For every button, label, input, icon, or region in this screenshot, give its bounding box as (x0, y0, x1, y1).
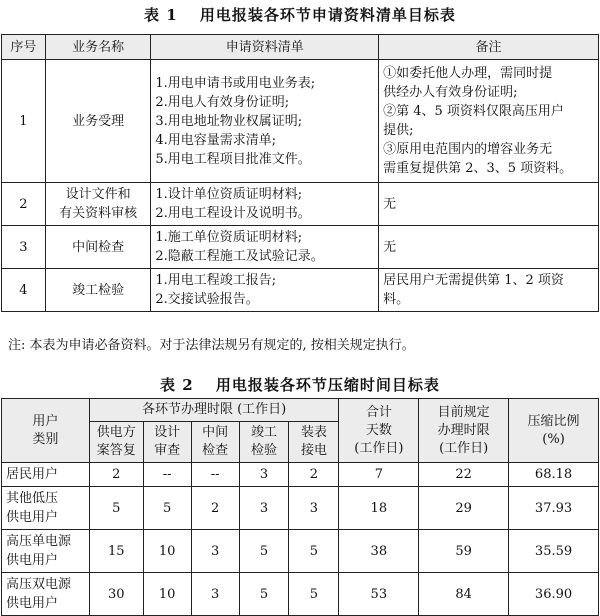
row-user-type: 高压双电源 供电用户 (2, 573, 90, 616)
table-row (2, 269, 599, 312)
cell-ratio: 37.93 (509, 487, 599, 530)
cell-value: 15 (89, 530, 143, 573)
row-documents: 1.用电工程竣工报告; 2.交接试验报告。 (151, 269, 379, 312)
cell-value: 3 (191, 530, 239, 573)
header-meter-connection: 装表 接电 (289, 422, 339, 463)
table-row (2, 226, 599, 269)
cell-total: 38 (339, 530, 419, 573)
cell-value: 10 (143, 573, 191, 616)
header-mid-inspection: 中间 检查 (191, 422, 239, 463)
table-row (2, 530, 599, 573)
cell-value: 2 (191, 487, 239, 530)
cell-ratio: 35.59 (509, 530, 599, 573)
cell-ratio: 36.90 (509, 573, 599, 616)
row-business-name: 竣工检验 (45, 269, 151, 312)
cell-total: 53 (339, 573, 419, 616)
table2 (1, 398, 599, 616)
table1 (1, 34, 599, 312)
row-documents: 1.用电申请书或用电业务表; 2.用电人有效身份证明; 3.用电地址物业权属证明; 4.用电容量需求清单; 5.用电工程项目批准文件。 (151, 60, 379, 183)
header-compression-ratio: 压缩比例 (%) (509, 399, 599, 463)
table-row (2, 60, 599, 183)
header-total-days: 合计 天数 (工作日) (339, 399, 419, 463)
table2-header-row (2, 399, 599, 422)
cell-current: 29 (419, 487, 509, 530)
row-business-name: 设计文件和 有关资料审核 (45, 183, 151, 226)
table-row (2, 463, 599, 487)
cell-value: -- (191, 463, 239, 487)
header-design-review: 设计 审查 (143, 422, 191, 463)
cell-value: 30 (89, 573, 143, 616)
header-supply-plan: 供电方 案答复 (89, 422, 143, 463)
cell-value: 5 (289, 530, 339, 573)
table-row (2, 573, 599, 616)
row-user-type: 其他低压 供电用户 (2, 487, 90, 530)
cell-value: 5 (289, 573, 339, 616)
row-no: 1 (2, 60, 46, 183)
table1-note: 注: 本表为申请必备资料。对于法律法规另有规定的, 按相关规定执行。 (8, 338, 415, 353)
row-user-type: 居民用户 (2, 463, 90, 487)
row-remark: 居民用户无需提供第 1、2 项资 料。 (379, 269, 599, 312)
table-row (2, 183, 599, 226)
cell-value: 2 (289, 463, 339, 487)
cell-value: -- (143, 463, 191, 487)
cell-current: 84 (419, 573, 509, 616)
row-remark: 无 (379, 226, 599, 269)
row-remark: 无 (379, 183, 599, 226)
header-business-name: 业务名称 (45, 35, 151, 60)
cell-ratio: 68.18 (509, 463, 599, 487)
row-user-type: 高压单电源 供电用户 (2, 530, 90, 573)
cell-value: 2 (89, 463, 143, 487)
cell-value: 3 (289, 487, 339, 530)
header-current-limit: 目前规定 办理时限 (工作日) (419, 399, 509, 463)
cell-current: 22 (419, 463, 509, 487)
cell-value: 3 (239, 487, 289, 530)
row-remark: ①如委托他人办理，需同时提 供经办人有效身份证明; ②第 4、5 项资料仅限高压用户 提供; ③原用电范围内的增容业务无 需重复提供第 2、3、5 项资料。 (379, 60, 599, 183)
row-business-name: 业务受理 (45, 60, 151, 183)
row-documents: 1.施工单位资质证明材料; 2.隐蔽工程施工及试验记录。 (151, 226, 379, 269)
row-documents: 1.设计单位资质证明材料; 2.用电工程设计及说明书。 (151, 183, 379, 226)
cell-total: 7 (339, 463, 419, 487)
header-documents: 申请资料清单 (151, 35, 379, 60)
row-no: 3 (2, 226, 46, 269)
cell-current: 59 (419, 530, 509, 573)
cell-value: 5 (239, 573, 289, 616)
table-row (2, 487, 599, 530)
table1-title: 表 1 用电报装各环节申请资料清单目标表 (144, 6, 456, 24)
row-business-name: 中间检查 (45, 226, 151, 269)
cell-value: 3 (239, 463, 289, 487)
cell-value: 5 (143, 487, 191, 530)
table2-title: 表 2 用电报装各环节压缩时间目标表 (160, 376, 440, 394)
cell-value: 5 (89, 487, 143, 530)
row-no: 4 (2, 269, 46, 312)
header-no: 序号 (2, 35, 46, 60)
cell-value: 3 (191, 573, 239, 616)
row-no: 2 (2, 183, 46, 226)
cell-total: 18 (339, 487, 419, 530)
header-remark: 备注 (379, 35, 599, 60)
table1-header-row (2, 35, 599, 60)
header-completion-inspection: 竣工 检验 (239, 422, 289, 463)
header-stage-limits: 各环节办理时限 (工作日) (89, 399, 339, 422)
header-user-type: 用户 类别 (2, 399, 90, 463)
cell-value: 5 (239, 530, 289, 573)
cell-value: 10 (143, 530, 191, 573)
